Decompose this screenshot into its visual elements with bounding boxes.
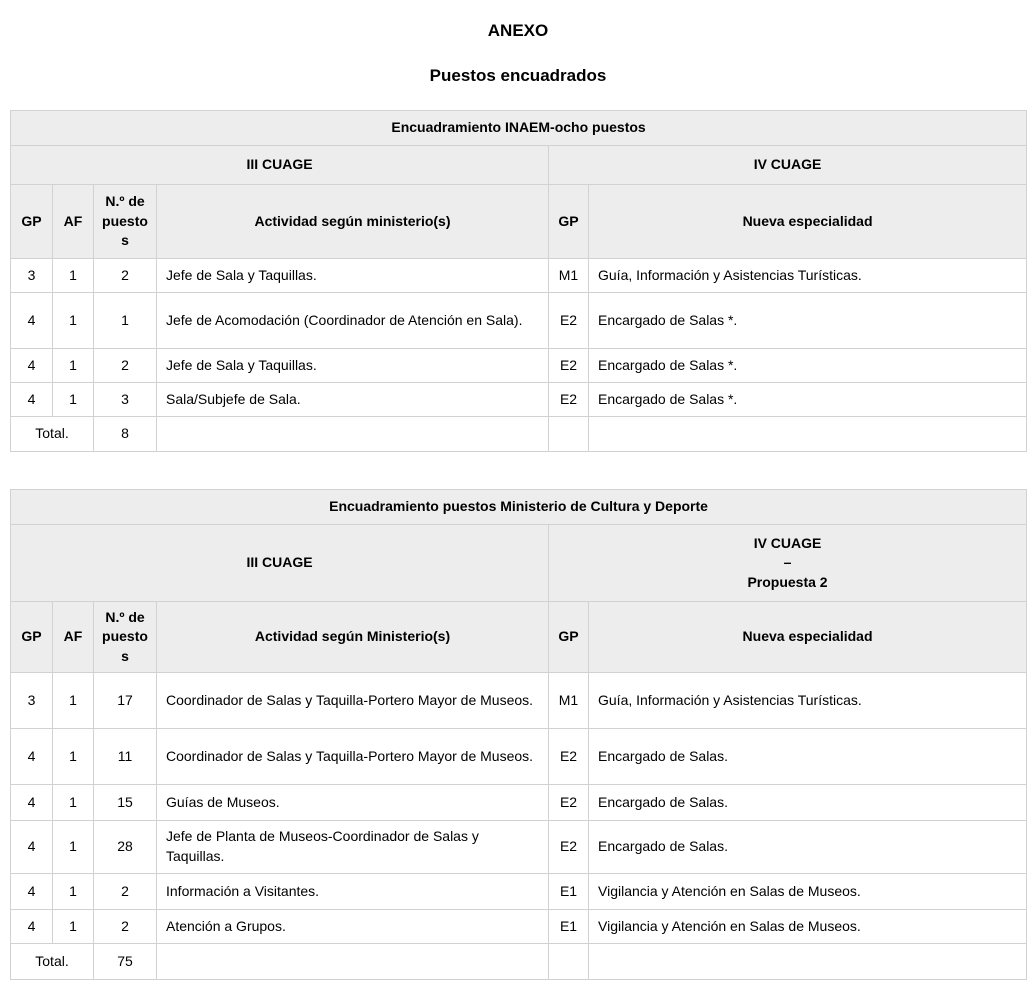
column-header-row [11,602,1027,673]
total-row [11,944,1027,980]
cell-gp: 4 [11,785,53,821]
cell-actividad: Sala/Subjefe de Sala. [157,383,549,417]
cell-af: 1 [53,349,94,383]
cell-gp: 4 [11,729,53,785]
cell-num-puestos: 1 [94,293,157,349]
column-header-actividad: Actividad según Ministerio(s) [157,602,549,673]
cell-empty [157,417,549,452]
total-label: Total. [11,417,94,452]
cell-af: 1 [53,293,94,349]
cell-gp-nuevo: E2 [549,785,589,821]
table-title-row [11,111,1027,146]
page-title: ANEXO [487,21,549,40]
column-header-af: AF [53,602,94,673]
column-header-nueva-especialidad: Nueva especialidad [589,602,1027,673]
cell-af: 1 [53,821,94,874]
cell-gp: 4 [11,821,53,874]
group-header-row [11,146,1027,185]
column-header-af: AF [53,185,94,259]
column-header-num-puestos: N.º de puestos [94,185,157,259]
cell-gp: 4 [11,910,53,944]
cell-actividad: Información a Visitantes. [157,874,549,910]
group-header-dash: – [783,554,792,571]
cell-gp: 3 [11,259,53,293]
column-header-nueva-especialidad: Nueva especialidad [589,185,1027,259]
cell-gp: 3 [11,673,53,729]
cell-af: 1 [53,874,94,910]
table-row [11,729,1027,785]
cell-nueva-especialidad: Encargado de Salas *. [589,383,1027,417]
cell-gp: 4 [11,383,53,417]
table-row [11,349,1027,383]
cultura-table [10,489,1027,980]
cell-af: 1 [53,910,94,944]
table-row [11,293,1027,349]
table-title-row [11,490,1027,525]
page-subtitle: Puestos encuadrados [429,66,607,85]
column-header-num-puestos: N.º de puestos [94,602,157,673]
cell-gp-nuevo: E2 [549,729,589,785]
column-header-gp: GP [11,185,53,259]
cell-num-puestos: 11 [94,729,157,785]
column-header-actividad: Actividad según ministerio(s) [157,185,549,259]
column-header-gp-nuevo: GP [549,602,589,673]
cell-actividad: Jefe de Sala y Taquillas. [157,259,549,293]
group-header-line: Propuesta 2 [747,573,828,590]
table-row [11,910,1027,944]
cell-af: 1 [53,729,94,785]
cell-empty [549,417,589,452]
cell-actividad: Guías de Museos. [157,785,549,821]
cell-actividad: Atención a Grupos. [157,910,549,944]
table-row [11,821,1027,874]
cell-num-puestos: 2 [94,910,157,944]
cell-gp-nuevo: M1 [549,259,589,293]
cell-nueva-especialidad: Encargado de Salas *. [589,293,1027,349]
cell-num-puestos: 17 [94,673,157,729]
cell-nueva-especialidad: Guía, Información y Asistencias Turísticas. [589,673,1027,729]
cell-gp-nuevo: E2 [549,821,589,874]
cell-nueva-especialidad: Encargado de Salas. [589,821,1027,874]
cell-gp: 4 [11,349,53,383]
cell-gp: 4 [11,874,53,910]
group-header-line: IV CUAGE [753,156,822,173]
group-header-iv-cuage-propuesta [549,525,1027,602]
cell-gp-nuevo: E1 [549,910,589,944]
table-row [11,673,1027,729]
total-value: 8 [94,417,157,452]
column-header-row [11,185,1027,259]
group-header-iii-cuage: III CUAGE [11,525,549,602]
cell-gp-nuevo: E2 [549,383,589,417]
total-label: Total. [11,944,94,980]
cell-gp-nuevo: E2 [549,293,589,349]
group-header-row [11,525,1027,602]
cell-empty [589,417,1027,452]
table-row [11,259,1027,293]
cell-nueva-especialidad: Encargado de Salas. [589,785,1027,821]
cell-actividad: Coordinador de Salas y Taquilla-Portero Mayor de Museos. [157,729,549,785]
cell-num-puestos: 15 [94,785,157,821]
total-row [11,417,1027,452]
cell-nueva-especialidad: Encargado de Salas. [589,729,1027,785]
table-row [11,874,1027,910]
cell-num-puestos: 2 [94,259,157,293]
cell-actividad: Jefe de Sala y Taquillas. [157,349,549,383]
cell-num-puestos: 2 [94,349,157,383]
cell-af: 1 [53,259,94,293]
cell-gp-nuevo: E1 [549,874,589,910]
cell-actividad: Coordinador de Salas y Taquilla-Portero Mayor de Museos. [157,673,549,729]
cell-nueva-especialidad: Vigilancia y Atención en Salas de Museos. [589,910,1027,944]
cell-actividad: Jefe de Planta de Museos-Coordinador de Salas y Taquillas. [157,821,549,874]
cell-af: 1 [53,383,94,417]
column-header-gp-nuevo: GP [549,185,589,259]
group-header-iii-cuage: III CUAGE [11,146,549,185]
table-title: Encuadramiento puestos Ministerio de Cultura y Deporte [11,490,1027,525]
cell-af: 1 [53,673,94,729]
cell-af: 1 [53,785,94,821]
cell-nueva-especialidad: Encargado de Salas *. [589,349,1027,383]
cell-gp-nuevo: E2 [549,349,589,383]
cell-nueva-especialidad: Guía, Información y Asistencias Turísticas. [589,259,1027,293]
cell-num-puestos: 2 [94,874,157,910]
total-value: 75 [94,944,157,980]
cell-num-puestos: 3 [94,383,157,417]
table-title: Encuadramiento INAEM-ocho puestos [11,111,1027,146]
cell-nueva-especialidad: Vigilancia y Atención en Salas de Museos. [589,874,1027,910]
group-header-line: IV CUAGE [753,534,822,551]
cell-actividad: Jefe de Acomodación (Coordinador de Atención en Sala). [157,293,549,349]
cell-num-puestos: 28 [94,821,157,874]
inaem-table [10,110,1027,452]
group-header-iv-cuage [549,146,1027,185]
bottom-margin [0,980,1036,989]
column-header-gp: GP [11,602,53,673]
document-page [0,21,1036,995]
table-row [11,785,1027,821]
cell-gp-nuevo: M1 [549,673,589,729]
cell-empty [589,944,1027,980]
table-row [11,383,1027,417]
cell-gp: 4 [11,293,53,349]
cell-empty [549,944,589,980]
cell-empty [157,944,549,980]
